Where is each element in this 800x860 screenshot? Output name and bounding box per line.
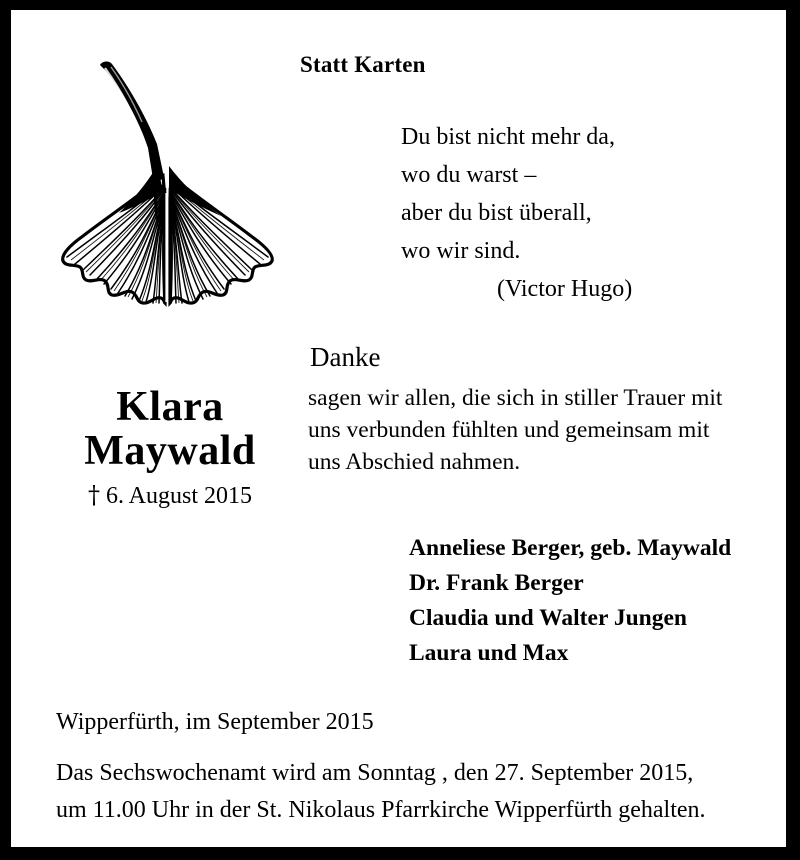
danke-heading: Danke xyxy=(310,342,381,372)
family-member: Laura und Max xyxy=(409,640,569,666)
notice-paper xyxy=(11,10,786,847)
poem-line: wo du warst – xyxy=(401,162,537,188)
family-member: Dr. Frank Berger xyxy=(409,570,584,596)
family-signatories xyxy=(409,531,731,671)
ginkgo-leaf-icon xyxy=(63,61,273,304)
danke-body-line: sagen wir allen, die sich in stiller Trauer mit xyxy=(308,385,723,411)
deceased-first-name: Klara xyxy=(116,384,224,430)
death-date-value: 6. August 2015 xyxy=(105,483,252,509)
family-member: Claudia und Walter Jungen xyxy=(409,605,687,631)
poem-block xyxy=(401,118,632,308)
family-member: Anneliese Berger, geb. Maywald xyxy=(409,535,732,561)
place-and-date: Wipperfürth, im September 2015 xyxy=(56,709,374,735)
danke-body-line: uns verbunden fühlten und gemeinsam mit xyxy=(308,417,710,443)
memorial-service-info xyxy=(56,755,706,829)
poem-line: aber du bist überall, xyxy=(401,200,592,226)
danke-body xyxy=(308,382,763,478)
dagger-icon: † xyxy=(87,481,100,509)
statt-karten-heading: Statt Karten xyxy=(300,52,426,77)
service-line: Das Sechswochenamt wird am Sonntag , den 27. September 2015, xyxy=(56,760,694,786)
deceased-last-name: Maywald xyxy=(84,428,256,474)
poem-line: Du bist nicht mehr da, xyxy=(401,124,615,150)
poem-attribution: (Victor Hugo) xyxy=(497,276,633,302)
danke-body-line: uns Abschied nahmen. xyxy=(308,449,521,475)
death-date-line xyxy=(35,481,305,510)
deceased-name-block xyxy=(35,385,305,510)
poem-line: wo wir sind. xyxy=(401,238,521,264)
ginkgo-leaf-illustration xyxy=(53,48,283,310)
service-line: um 11.00 Uhr in der St. Nikolaus Pfarrkirche Wipperfürth gehalten. xyxy=(56,797,706,823)
